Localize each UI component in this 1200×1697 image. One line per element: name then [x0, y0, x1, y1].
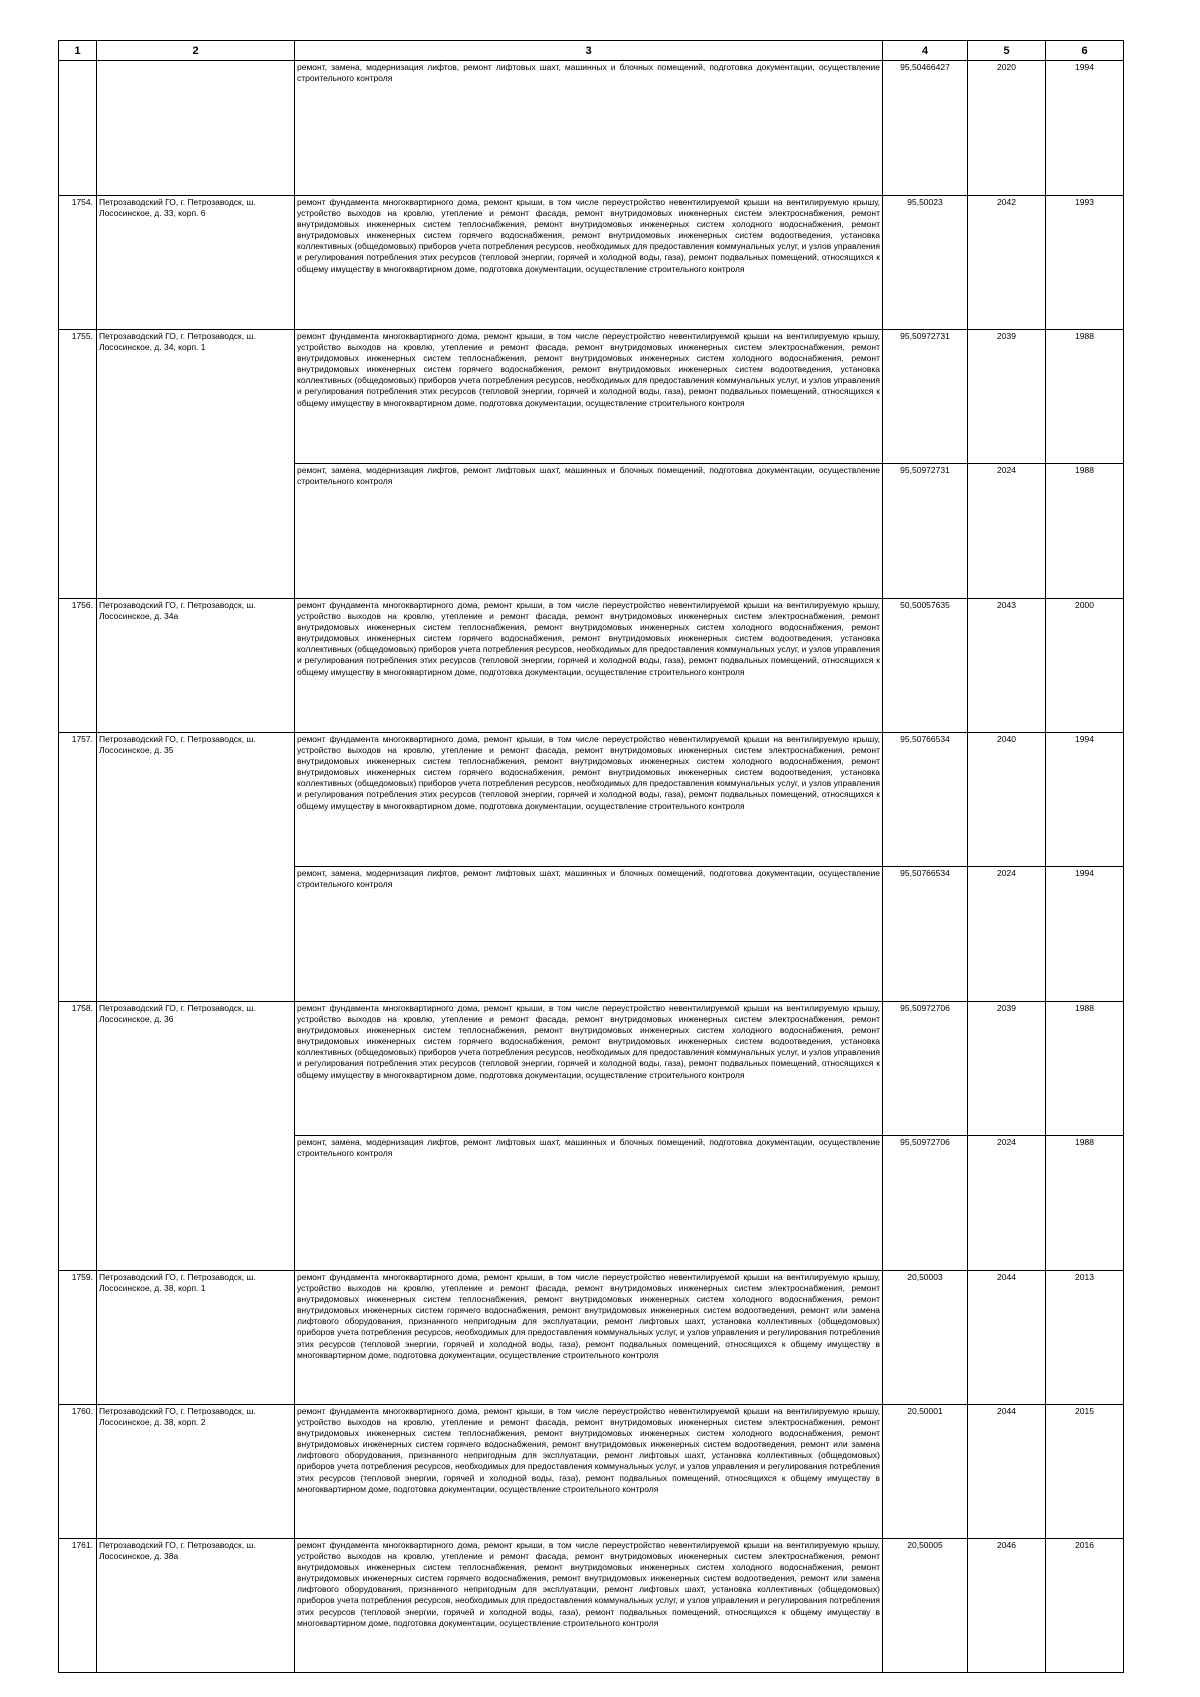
row-works: ремонт фундамента многоквартирного дома, ремонт крыши, в том числе переустройство невентилируемой крыши на вентилируемую крышу, устройство выходов на кровлю, утепление и ремонт фасада, ремонт внутридомовых инженерных систем электроснабжения, ремонт внутридомовых инженерных систем теплоснабжения, ремонт внутридомовых инженерных систем холодного водоснабжения, ремонт внутридомовых инженерных систем горячего водоснабжения, ремонт внутридомовых инженерных систем водоотведения, установка коллективных (общедомовых) приборов учета потребления ресурсов, необходимых для предоставления коммунальных услуг, и узлов управления и регулирования потребления этих ресурсов (тепловой энергии, горячей и холодной воды, газа), ремонт подвальных помещений, относящихся к общему имуществу в многоквартирном доме, подготовка документации, осуществление строительного контроля — [295, 196, 883, 330]
row-wear-value: 20,50005 — [883, 1539, 968, 1673]
row-number: 1758. — [59, 1002, 97, 1136]
row-planned-year: 2024 — [968, 464, 1046, 599]
table-row — [59, 867, 1124, 1002]
row-wear-value: 95,50972706 — [883, 1002, 968, 1136]
row-planned-year: 2043 — [968, 599, 1046, 733]
row-build-year: 1994 — [1046, 61, 1124, 196]
table-row — [59, 464, 1124, 599]
table-row — [59, 1002, 1124, 1136]
row-address — [97, 867, 295, 1002]
row-number: 1755. — [59, 330, 97, 464]
row-address — [97, 464, 295, 599]
row-wear-value: 95,50972731 — [883, 464, 968, 599]
row-planned-year: 2046 — [968, 1539, 1046, 1673]
capital-repair-table — [58, 40, 1124, 1673]
row-build-year: 1988 — [1046, 1002, 1124, 1136]
row-number: 1756. — [59, 599, 97, 733]
table-row — [59, 1539, 1124, 1673]
row-planned-year: 2024 — [968, 1136, 1046, 1271]
row-number: 1757. — [59, 733, 97, 867]
row-planned-year: 2039 — [968, 1002, 1046, 1136]
row-address: Петрозаводский ГО, г. Петрозаводск, ш. Лососинское, д. 34, корп. 1 — [97, 330, 295, 464]
row-works: ремонт, замена, модернизация лифтов, ремонт лифтовых шахт, машинных и блочных помещений, подготовка документации, осуществление строительного контроля — [295, 867, 883, 1002]
row-address: Петрозаводский ГО, г. Петрозаводск, ш. Лососинское, д. 33, корп. 6 — [97, 196, 295, 330]
row-build-year: 1993 — [1046, 196, 1124, 330]
row-wear-value: 95,50766534 — [883, 867, 968, 1002]
row-build-year: 2000 — [1046, 599, 1124, 733]
table-row — [59, 330, 1124, 464]
row-planned-year: 2042 — [968, 196, 1046, 330]
row-works: ремонт фундамента многоквартирного дома, ремонт крыши, в том числе переустройство невентилируемой крыши на вентилируемую крышу, устройство выходов на кровлю, утепление и ремонт фасада, ремонт внутридомовых инженерных систем электроснабжения, ремонт внутридомовых инженерных систем теплоснабжения, ремонт внутридомовых инженерных систем холодного водоснабжения, ремонт внутридомовых инженерных систем горячего водоснабжения, ремонт внутридомовых инженерных систем водоотведения, ремонт или замена лифтового оборудования, признанного непригодным для эксплуатации, ремонт лифтовых шахт, установка коллективных (общедомовых) приборов учета потребления ресурсов, необходимых для предоставления коммунальных услуг, и узлов управления и регулирования потребления этих ресурсов (тепловой энергии, горячей и холодной воды, газа), ремонт подвальных помещений, относящихся к общему имуществу в многоквартирном доме, подготовка документации, осуществление строительного контроля — [295, 1405, 883, 1539]
table-row — [59, 196, 1124, 330]
row-wear-value: 95,50972731 — [883, 330, 968, 464]
row-build-year: 1988 — [1046, 1136, 1124, 1271]
table-row — [59, 1136, 1124, 1271]
row-works: ремонт фундамента многоквартирного дома, ремонт крыши, в том числе переустройство невентилируемой крыши на вентилируемую крышу, устройство выходов на кровлю, утепление и ремонт фасада, ремонт внутридомовых инженерных систем электроснабжения, ремонт внутридомовых инженерных систем теплоснабжения, ремонт внутридомовых инженерных систем холодного водоснабжения, ремонт внутридомовых инженерных систем горячего водоснабжения, ремонт внутридомовых инженерных систем водоотведения, ремонт или замена лифтового оборудования, признанного непригодным для эксплуатации, ремонт лифтовых шахт, установка коллективных (общедомовых) приборов учета потребления ресурсов, необходимых для предоставления коммунальных услуг, и узлов управления и регулирования потребления этих ресурсов (тепловой энергии, горячей и холодной воды, газа), ремонт подвальных помещений, относящихся к общему имуществу в многоквартирном доме, подготовка документации, осуществление строительного контроля — [295, 1539, 883, 1673]
header-row — [59, 41, 1124, 61]
row-number: 1759. — [59, 1271, 97, 1405]
row-planned-year: 2039 — [968, 330, 1046, 464]
row-address: Петрозаводский ГО, г. Петрозаводск, ш. Лососинское, д. 38, корп. 2 — [97, 1405, 295, 1539]
row-works: ремонт фундамента многоквартирного дома, ремонт крыши, в том числе переустройство невентилируемой крыши на вентилируемую крышу, устройство выходов на кровлю, утепление и ремонт фасада, ремонт внутридомовых инженерных систем электроснабжения, ремонт внутридомовых инженерных систем теплоснабжения, ремонт внутридомовых инженерных систем холодного водоснабжения, ремонт внутридомовых инженерных систем горячего водоснабжения, ремонт внутридомовых инженерных систем водоотведения, ремонт или замена лифтового оборудования, признанного непригодным для эксплуатации, ремонт лифтовых шахт, установка коллективных (общедомовых) приборов учета потребления ресурсов, необходимых для предоставления коммунальных услуг, и узлов управления и регулирования потребления этих ресурсов (тепловой энергии, горячей и холодной воды, газа), ремонт подвальных помещений, относящихся к общему имуществу в многоквартирном доме, подготовка документации, осуществление строительного контроля — [295, 1271, 883, 1405]
table-row — [59, 1271, 1124, 1405]
row-planned-year: 2044 — [968, 1271, 1046, 1405]
row-number: 1760. — [59, 1405, 97, 1539]
column-header-6: 6 — [1046, 41, 1124, 61]
row-number: 1754. — [59, 196, 97, 330]
row-works: ремонт фундамента многоквартирного дома, ремонт крыши, в том числе переустройство невентилируемой крыши на вентилируемую крышу, устройство выходов на кровлю, утепление и ремонт фасада, ремонт внутридомовых инженерных систем электроснабжения, ремонт внутридомовых инженерных систем теплоснабжения, ремонт внутридомовых инженерных систем холодного водоснабжения, ремонт внутридомовых инженерных систем горячего водоснабжения, ремонт внутридомовых инженерных систем водоотведения, установка коллективных (общедомовых) приборов учета потребления ресурсов, необходимых для предоставления коммунальных услуг, и узлов управления и регулирования потребления этих ресурсов (тепловой энергии, горячей и холодной воды, газа), ремонт подвальных помещений, относящихся к общему имуществу в многоквартирном доме, подготовка документации, осуществление строительного контроля — [295, 733, 883, 867]
column-header-2: 2 — [97, 41, 295, 61]
row-build-year: 1988 — [1046, 330, 1124, 464]
row-address: Петрозаводский ГО, г. Петрозаводск, ш. Лососинское, д. 36 — [97, 1002, 295, 1136]
row-planned-year: 2024 — [968, 867, 1046, 1002]
row-planned-year: 2044 — [968, 1405, 1046, 1539]
row-wear-value: 95,50466427 — [883, 61, 968, 196]
table-row — [59, 599, 1124, 733]
row-wear-value: 95,50766534 — [883, 733, 968, 867]
row-address: Петрозаводский ГО, г. Петрозаводск, ш. Лососинское, д. 38а — [97, 1539, 295, 1673]
row-works: ремонт, замена, модернизация лифтов, ремонт лифтовых шахт, машинных и блочных помещений, подготовка документации, осуществление строительного контроля — [295, 1136, 883, 1271]
row-wear-value: 20,50003 — [883, 1271, 968, 1405]
row-build-year: 2015 — [1046, 1405, 1124, 1539]
row-build-year: 1994 — [1046, 867, 1124, 1002]
row-address: Петрозаводский ГО, г. Петрозаводск, ш. Лососинское, д. 34а — [97, 599, 295, 733]
row-address — [97, 61, 295, 196]
row-planned-year: 2020 — [968, 61, 1046, 196]
row-number: 1761. — [59, 1539, 97, 1673]
row-wear-value: 95,50972706 — [883, 1136, 968, 1271]
column-header-4: 4 — [883, 41, 968, 61]
row-build-year: 1994 — [1046, 733, 1124, 867]
row-number — [59, 867, 97, 1002]
row-address: Петрозаводский ГО, г. Петрозаводск, ш. Лососинское, д. 35 — [97, 733, 295, 867]
row-works: ремонт, замена, модернизация лифтов, ремонт лифтовых шахт, машинных и блочных помещений, подготовка документации, осуществление строительного контроля — [295, 464, 883, 599]
row-address — [97, 1136, 295, 1271]
row-wear-value: 50,50057635 — [883, 599, 968, 733]
table-body — [59, 61, 1124, 1673]
table-row — [59, 61, 1124, 196]
row-planned-year: 2040 — [968, 733, 1046, 867]
register-sheet — [58, 40, 1124, 1673]
row-build-year: 1988 — [1046, 464, 1124, 599]
column-header-5: 5 — [968, 41, 1046, 61]
row-address: Петрозаводский ГО, г. Петрозаводск, ш. Лососинское, д. 38, корп. 1 — [97, 1271, 295, 1405]
row-build-year: 2016 — [1046, 1539, 1124, 1673]
row-wear-value: 20,50001 — [883, 1405, 968, 1539]
row-number — [59, 464, 97, 599]
row-wear-value: 95,50023 — [883, 196, 968, 330]
row-works: ремонт фундамента многоквартирного дома, ремонт крыши, в том числе переустройство невентилируемой крыши на вентилируемую крышу, устройство выходов на кровлю, утепление и ремонт фасада, ремонт внутридомовых инженерных систем электроснабжения, ремонт внутридомовых инженерных систем теплоснабжения, ремонт внутридомовых инженерных систем холодного водоснабжения, ремонт внутридомовых инженерных систем горячего водоснабжения, ремонт внутридомовых инженерных систем водоотведения, установка коллективных (общедомовых) приборов учета потребления ресурсов, необходимых для предоставления коммунальных услуг, и узлов управления и регулирования потребления этих ресурсов (тепловой энергии, горячей и холодной воды, газа), ремонт подвальных помещений, относящихся к общему имуществу в многоквартирном доме, подготовка документации, осуществление строительного контроля — [295, 330, 883, 464]
column-header-1: 1 — [59, 41, 97, 61]
row-build-year: 2013 — [1046, 1271, 1124, 1405]
row-works: ремонт, замена, модернизация лифтов, ремонт лифтовых шахт, машинных и блочных помещений, подготовка документации, осуществление строительного контроля — [295, 61, 883, 196]
table-row — [59, 733, 1124, 867]
row-number — [59, 1136, 97, 1271]
table-row — [59, 1405, 1124, 1539]
row-works: ремонт фундамента многоквартирного дома, ремонт крыши, в том числе переустройство невентилируемой крыши на вентилируемую крышу, устройство выходов на кровлю, утепление и ремонт фасада, ремонт внутридомовых инженерных систем электроснабжения, ремонт внутридомовых инженерных систем теплоснабжения, ремонт внутридомовых инженерных систем холодного водоснабжения, ремонт внутридомовых инженерных систем горячего водоснабжения, ремонт внутридомовых инженерных систем водоотведения, установка коллективных (общедомовых) приборов учета потребления ресурсов, необходимых для предоставления коммунальных услуг, и узлов управления и регулирования потребления этих ресурсов (тепловой энергии, горячей и холодной воды, газа), ремонт подвальных помещений, относящихся к общему имуществу в многоквартирном доме, подготовка документации, осуществление строительного контроля — [295, 599, 883, 733]
column-header-3: 3 — [295, 41, 883, 61]
row-number — [59, 61, 97, 196]
row-works: ремонт фундамента многоквартирного дома, ремонт крыши, в том числе переустройство невентилируемой крыши на вентилируемую крышу, устройство выходов на кровлю, утепление и ремонт фасада, ремонт внутридомовых инженерных систем электроснабжения, ремонт внутридомовых инженерных систем теплоснабжения, ремонт внутридомовых инженерных систем холодного водоснабжения, ремонт внутридомовых инженерных систем горячего водоснабжения, ремонт внутридомовых инженерных систем водоотведения, установка коллективных (общедомовых) приборов учета потребления ресурсов, необходимых для предоставления коммунальных услуг, и узлов управления и регулирования потребления этих ресурсов (тепловой энергии, горячей и холодной воды, газа), ремонт подвальных помещений, относящихся к общему имуществу в многоквартирном доме, подготовка документации, осуществление строительного контроля — [295, 1002, 883, 1136]
